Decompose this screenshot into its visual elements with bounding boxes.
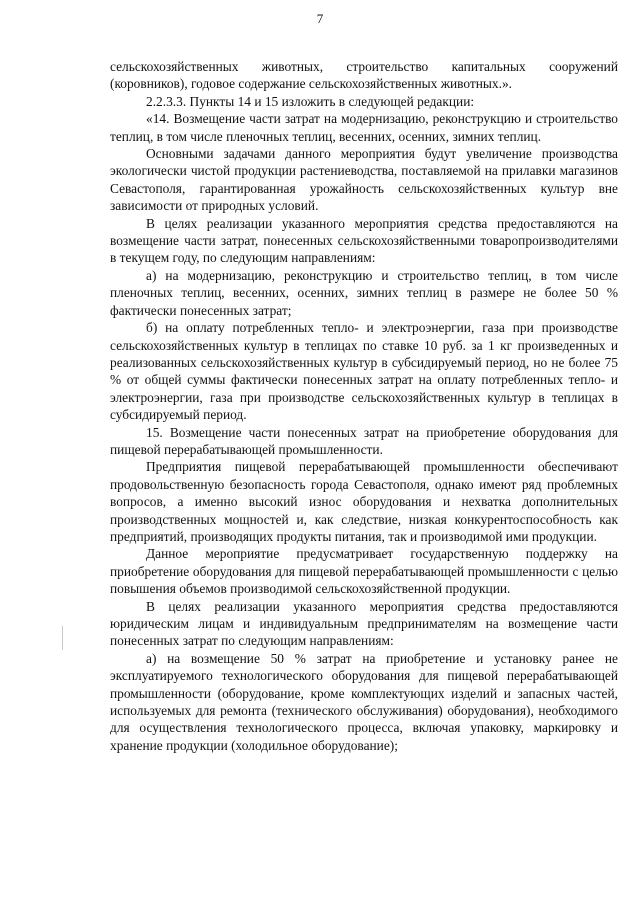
margin-mark <box>62 626 63 650</box>
document-body <box>110 58 618 754</box>
paragraph-5: В целях реализации указанного мероприятия средства предоставляются на возмещение части затрат, понесенных сельскохозяйственными товаропроизводителями в текущем году, по следующим направлениям: <box>110 215 618 266</box>
paragraph-2: 2.2.3.3. Пункты 14 и 15 изложить в следующей редакции: <box>146 93 475 109</box>
paragraph-9: Предприятия пищевой перерабатывающей промышленности обеспечивают продовольственную безопасность города Севастополя, однако имеют ряд проблемных вопросов, а именно высокий износ оборудования и нехватка дополнительных производственных мощностей и, как следствие, низкая конкурентоспособность как предприятий, производящих продукты питания, так и производимой ими продукции. <box>110 459 618 544</box>
paragraph-10: Данное мероприятие предусматривает государственную поддержку на приобретение оборудования для пищевой перерабатывающей промышленности с целью повышения объемов производимой сельскохозяйственной продукции. <box>110 546 618 597</box>
paragraph-8: 15. Возмещение части понесенных затрат на приобретение оборудования для пищевой перерабатывающей промышленности. <box>110 424 618 457</box>
paragraph-11: В целях реализации указанного мероприятия средства предоставляются юридическим лицам и индивидуальным предпринимателям на возмещение части понесенных затрат по следующим направлениям: <box>110 598 618 649</box>
paragraph-12: а) на возмещение 50 % затрат на приобретение и установку ранее не эксплуатируемого технологического оборудования для пищевой перерабатывающей промышленности (оборудование, кроме комплектующих изделий и запасных частей, используемых для ремонта (технического обслуживания) оборудования), необходимого для осуществления технологического процесса, включая упаковку, маркировку и хранение продукции (холодильное оборудование); <box>110 650 618 753</box>
paragraph-3: «14. Возмещение части затрат на модернизацию, реконструкцию и строительство теплиц, в том числе пленочных теплиц, весенних, осенних, зимних теплиц. <box>110 111 618 144</box>
paragraph-7: б) на оплату потребленных тепло- и электроэнергии, газа при производстве сельскохозяйственных культур в теплицах по ставке 10 руб. за 1 кг произведенных и реализованных сельскохозяйственных культур в субсидируемый период, но не более 75 % от общей суммы фактически понесенных затрат на оплату потребленных тепло- и электроэнергии, газа при производстве сельскохозяйственных культур в теплицах в субсидируемый период. <box>110 320 618 423</box>
paragraph-6: а) на модернизацию, реконструкцию и строительство теплиц, в том числе пленочных теплиц, весенних, осенних, зимних теплиц в размере не более 50 % фактически понесенных затрат; <box>110 267 618 318</box>
page-number: 7 <box>316 11 324 26</box>
paragraph-1: сельскохозяйственных животных, строительство капитальных сооружений (коровников), годовое содержание сельскохозяйственных животных.». <box>110 59 618 92</box>
paragraph-4: Основными задачами данного мероприятия будут увеличение производства экологически чистой продукции растениеводства, поставляемой на прилавки магазинов Севастополя, гарантированная урожайность сельскохозяйственных культур вне зависимости от природных условий. <box>110 146 618 214</box>
